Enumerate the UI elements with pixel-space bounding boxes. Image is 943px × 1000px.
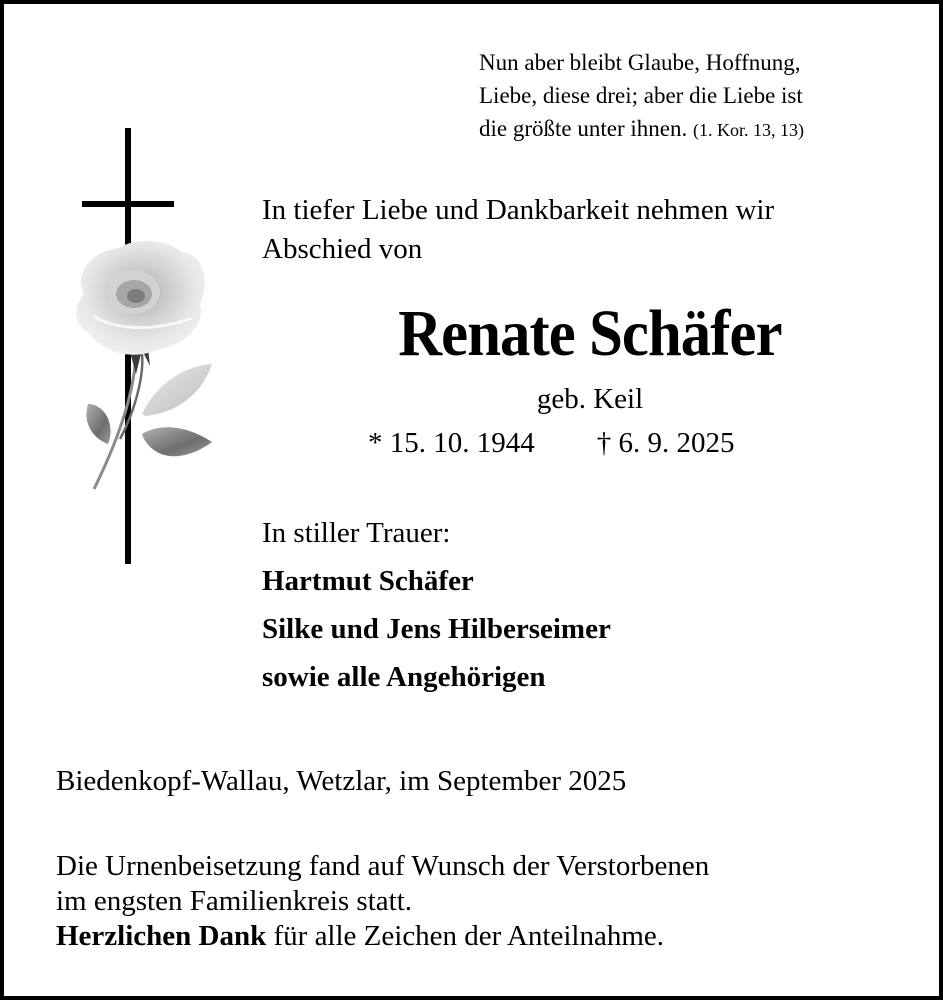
quote-line: Liebe, diese drei; aber die Liebe ist	[479, 83, 803, 108]
closing-line: im engsten Familienkreis statt.	[56, 885, 413, 917]
thanks-rest: für alle Zeichen der Anteilnahme.	[266, 920, 665, 952]
quote-reference: (1. Kor. 13, 13)	[692, 120, 804, 140]
maiden-name: geb. Keil	[536, 383, 644, 415]
birth-date: * 15. 10. 1944	[368, 427, 535, 459]
intro-line: Abschied von	[262, 233, 423, 265]
life-dates	[368, 423, 735, 463]
mourners-block	[262, 509, 611, 701]
quote-line: die größte unter ihnen. (1. Kor. 13, 13)	[479, 116, 804, 141]
thanks-line	[56, 919, 709, 954]
quote-line: Nun aber bleibt Glaube, Hoffnung,	[479, 50, 801, 75]
mourner-name: Silke und Jens Hilberseimer	[262, 613, 611, 645]
bible-quote	[479, 46, 804, 147]
cross-horizontal-bar	[82, 201, 174, 207]
intro-line: In tiefer Liebe und Dankbarkeit nehmen wir	[262, 194, 775, 226]
intro-text	[262, 191, 774, 269]
place-date: Biedenkopf-Wallau, Wetzlar, im September 2025	[56, 765, 627, 797]
deceased-name: Renate Schäfer	[398, 297, 782, 370]
closing-line: Die Urnenbeisetzung fand auf Wunsch der Verstorbenen	[56, 850, 710, 882]
death-date: † 6. 9. 2025	[596, 427, 735, 459]
closing-text	[56, 849, 709, 954]
mourner-name: sowie alle Angehörigen	[262, 661, 546, 693]
mourners-heading: In stiller Trauer:	[262, 517, 451, 549]
mourner-name: Hartmut Schäfer	[262, 565, 474, 597]
thanks-bold: Herzlichen Dank	[56, 920, 267, 952]
